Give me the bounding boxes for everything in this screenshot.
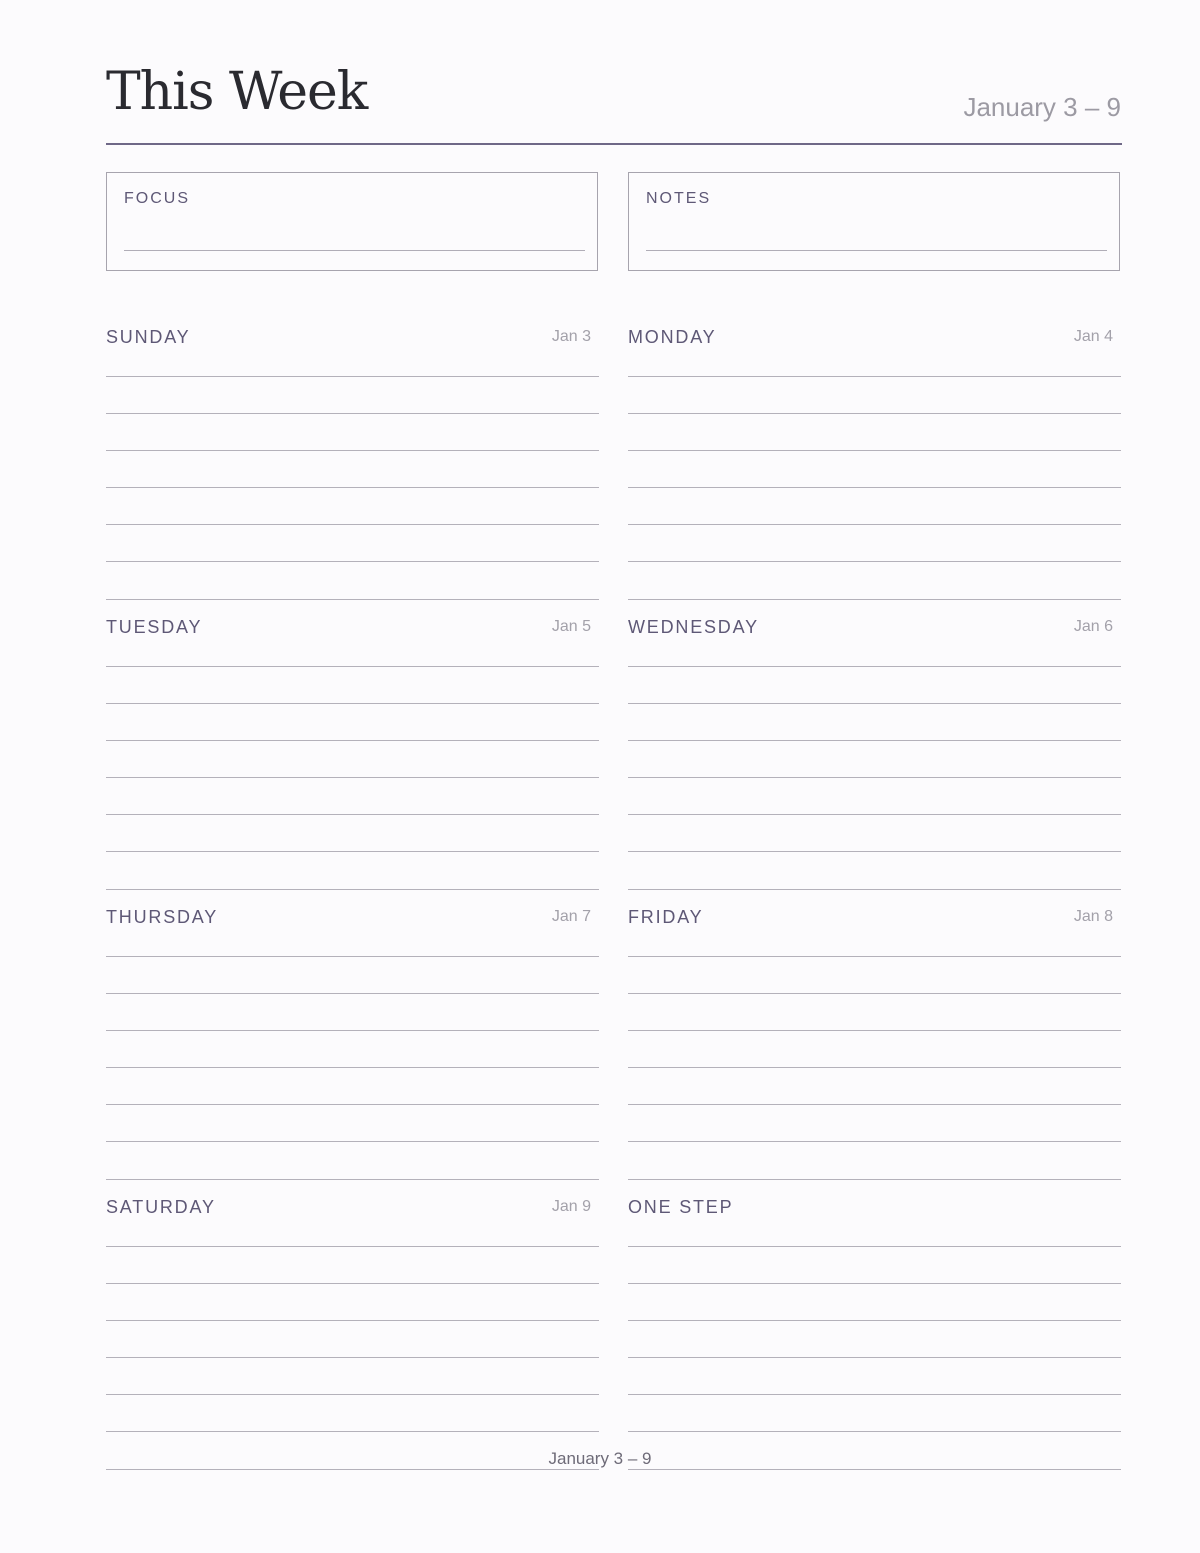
notes-label: NOTES bbox=[646, 190, 712, 207]
write-line[interactable] bbox=[106, 1067, 599, 1068]
write-line[interactable] bbox=[106, 561, 599, 562]
write-line[interactable] bbox=[628, 1067, 1121, 1068]
write-line[interactable] bbox=[106, 1431, 599, 1432]
write-line[interactable] bbox=[628, 1283, 1121, 1284]
day-section-thursday bbox=[106, 890, 599, 1180]
header-divider bbox=[106, 143, 1122, 145]
day-name: TUESDAY bbox=[106, 617, 203, 637]
write-line[interactable] bbox=[628, 1030, 1121, 1031]
focus-box[interactable] bbox=[106, 172, 598, 271]
write-line[interactable] bbox=[628, 376, 1121, 377]
write-line[interactable] bbox=[106, 666, 599, 667]
write-line[interactable] bbox=[628, 814, 1121, 815]
page-title: This Week bbox=[106, 62, 368, 122]
write-line[interactable] bbox=[628, 703, 1121, 704]
day-section-sunday bbox=[106, 310, 599, 600]
one-step-section bbox=[628, 1180, 1121, 1470]
write-line[interactable] bbox=[106, 1246, 599, 1247]
write-line[interactable] bbox=[628, 851, 1121, 852]
day-date: Jan 4 bbox=[1073, 328, 1113, 345]
write-line[interactable] bbox=[106, 1394, 599, 1395]
day-section-monday bbox=[628, 310, 1121, 600]
write-line[interactable] bbox=[628, 487, 1121, 488]
day-section-saturday bbox=[106, 1180, 599, 1470]
write-line[interactable] bbox=[106, 956, 599, 957]
day-date: Jan 8 bbox=[1073, 908, 1113, 925]
write-line[interactable] bbox=[628, 1104, 1121, 1105]
focus-write-line[interactable] bbox=[124, 250, 585, 251]
write-line[interactable] bbox=[628, 1469, 1121, 1470]
section-name: ONE STEP bbox=[628, 1197, 734, 1217]
write-line[interactable] bbox=[628, 561, 1121, 562]
write-line[interactable] bbox=[628, 1357, 1121, 1358]
write-line[interactable] bbox=[106, 413, 599, 414]
day-date: Jan 9 bbox=[551, 1198, 591, 1215]
day-section-wednesday bbox=[628, 600, 1121, 890]
write-line[interactable] bbox=[106, 1141, 599, 1142]
date-range: January 3 – 9 bbox=[963, 92, 1121, 122]
day-name: WEDNESDAY bbox=[628, 617, 759, 637]
write-line[interactable] bbox=[106, 740, 599, 741]
write-line[interactable] bbox=[628, 450, 1121, 451]
write-line[interactable] bbox=[106, 1283, 599, 1284]
write-line[interactable] bbox=[628, 1394, 1121, 1395]
notes-box[interactable] bbox=[628, 172, 1120, 271]
write-line[interactable] bbox=[628, 1431, 1121, 1432]
write-line[interactable] bbox=[628, 956, 1121, 957]
write-line[interactable] bbox=[628, 740, 1121, 741]
write-line[interactable] bbox=[628, 1141, 1121, 1142]
write-line[interactable] bbox=[106, 777, 599, 778]
write-line[interactable] bbox=[106, 1104, 599, 1105]
write-line[interactable] bbox=[628, 524, 1121, 525]
write-line[interactable] bbox=[106, 487, 599, 488]
write-line[interactable] bbox=[628, 666, 1121, 667]
day-section-friday bbox=[628, 890, 1121, 1180]
write-line[interactable] bbox=[106, 851, 599, 852]
day-date: Jan 7 bbox=[551, 908, 591, 925]
day-date: Jan 3 bbox=[551, 328, 591, 345]
day-name: MONDAY bbox=[628, 327, 717, 347]
write-line[interactable] bbox=[106, 450, 599, 451]
write-line[interactable] bbox=[628, 777, 1121, 778]
write-line[interactable] bbox=[628, 413, 1121, 414]
write-line[interactable] bbox=[106, 1469, 599, 1470]
day-name: FRIDAY bbox=[628, 907, 704, 927]
write-line[interactable] bbox=[628, 1246, 1121, 1247]
write-line[interactable] bbox=[106, 1357, 599, 1358]
write-line[interactable] bbox=[106, 1030, 599, 1031]
write-line[interactable] bbox=[106, 993, 599, 994]
footer-date-range: January 3 – 9 bbox=[548, 1449, 652, 1468]
day-date: Jan 5 bbox=[551, 618, 591, 635]
write-line[interactable] bbox=[628, 993, 1121, 994]
focus-label: FOCUS bbox=[124, 190, 190, 207]
write-line[interactable] bbox=[106, 376, 599, 377]
write-line[interactable] bbox=[106, 524, 599, 525]
notes-write-line[interactable] bbox=[646, 250, 1107, 251]
write-line[interactable] bbox=[106, 814, 599, 815]
write-line[interactable] bbox=[628, 1320, 1121, 1321]
write-line[interactable] bbox=[106, 703, 599, 704]
day-date: Jan 6 bbox=[1073, 618, 1113, 635]
day-section-tuesday bbox=[106, 600, 599, 890]
day-name: SUNDAY bbox=[106, 327, 191, 347]
day-name: THURSDAY bbox=[106, 907, 219, 927]
write-line[interactable] bbox=[106, 1320, 599, 1321]
day-name: SATURDAY bbox=[106, 1197, 216, 1217]
